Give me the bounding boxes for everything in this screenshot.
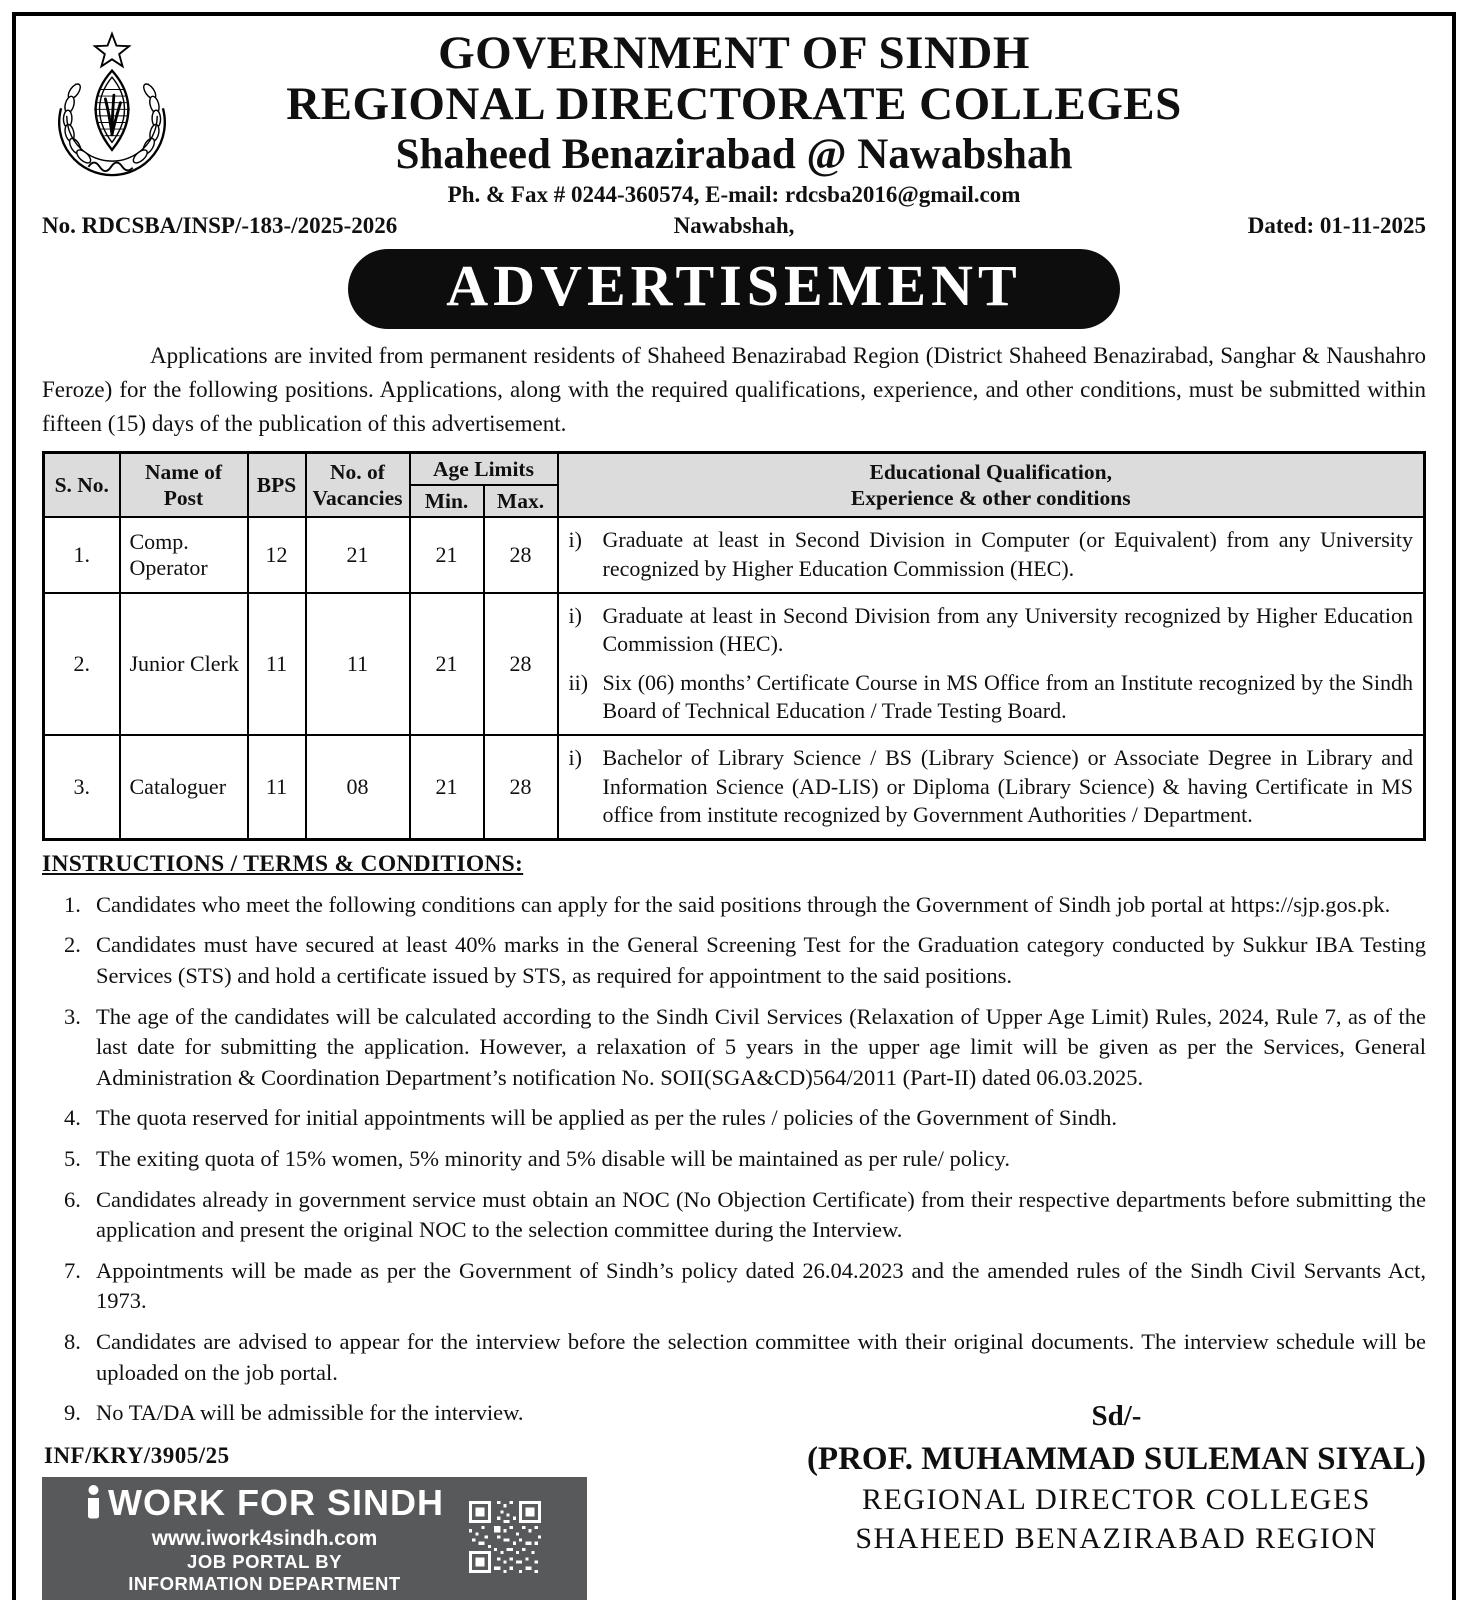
cell-age-max: 28	[484, 593, 558, 735]
inf-number: INF/KRY/3905/25	[44, 1442, 230, 1468]
item-number: 5.	[64, 1145, 81, 1171]
qualification-item-text: Bachelor of Library Science / BS (Library Science) or Associate Degree in Library and Information Science (AD-LIS) or Diploma (Library Science) & having Certificate in MS office from institute recognized by Government Authorities / Department.	[602, 745, 1413, 828]
qualification-item-label: ii)	[568, 669, 589, 695]
cell-post: Cataloguer	[120, 735, 248, 839]
positions-table	[42, 451, 1426, 841]
list-item	[42, 1327, 1426, 1388]
col-header-vacancies-line2: Vacancies	[312, 486, 403, 511]
qualification-item-label: i)	[568, 527, 582, 553]
item-number: 3.	[64, 1003, 81, 1029]
qualification-item	[569, 602, 1414, 659]
portal-brand	[85, 1481, 444, 1525]
qualification-item-text: Graduate at least in Second Division in Computer (or Equivalent) from any University recognized by Higher Education Commission (HEC).	[602, 527, 1413, 582]
item-text: Candidates are advised to appear for the interview before the selection committee with their original documents. The interview schedule will be uploaded on the job portal.	[96, 1328, 1426, 1385]
cell-age-max: 28	[484, 735, 558, 839]
cell-age-min: 21	[410, 517, 484, 592]
list-item	[42, 1398, 807, 1429]
portal-text-block	[85, 1481, 444, 1595]
list-item	[42, 1256, 1426, 1317]
portal-brand-text: WORK FOR SINDH	[108, 1481, 444, 1523]
cell-post: Junior Clerk	[120, 593, 248, 735]
qualification-item	[569, 526, 1414, 583]
qualification-item	[569, 744, 1414, 830]
cell-bps: 11	[248, 735, 306, 839]
org-title-line2: REGIONAL DIRECTORATE COLLEGES	[286, 77, 1182, 130]
instructions-heading: INSTRUCTIONS / TERMS & CONDITIONS:	[42, 850, 524, 877]
signature-name: (PROF. MUHAMMAD SULEMAN SIYAL)	[806, 1441, 1426, 1478]
col-header-qualification-line1: Educational Qualification,	[869, 460, 1112, 485]
item-text: Appointments will be made as per the Government of Sindh’s policy dated 26.04.2023 and the amended rules of the Sindh Civil Servants Act, 1973.	[96, 1257, 1426, 1314]
col-header-sno: S. No.	[44, 453, 120, 518]
item-text: No TA/DA will be admissible for the interview.	[96, 1400, 524, 1426]
header	[42, 28, 1426, 239]
item-text: The quota reserved for initial appointments will be applied as per the rules / policies of the Government of Sindh.	[96, 1105, 1117, 1131]
signature-sd: Sd/-	[1091, 1400, 1142, 1433]
portal-line1: JOB PORTAL BY	[187, 1550, 342, 1572]
item-text: The exiting quota of 15% women, 5% minority and 5% disable will be maintained as per rule/ policy.	[96, 1145, 1010, 1171]
advertisement-banner: ADVERTISEMENT	[348, 249, 1120, 329]
signature-title-2: SHAHEED BENAZIRABAD REGION	[855, 1522, 1378, 1556]
cell-post: Comp. Operator	[120, 517, 248, 592]
cell-sno: 2.	[44, 593, 120, 735]
cell-age-max: 28	[484, 517, 558, 592]
contact-line: Ph. & Fax # 0244-360574, E-mail: rdcsba2016@gmail.com	[447, 181, 1021, 207]
qualification-item-text: Graduate at least in Second Division from any University recognized by Higher Education Commission (HEC).	[602, 602, 1413, 657]
iworkforsindh-portal-box	[42, 1477, 587, 1600]
col-header-qualification	[558, 453, 1425, 518]
qualification-item-label: i)	[568, 745, 582, 771]
list-item	[42, 1002, 1426, 1094]
signature-title-1: REGIONAL DIRECTOR COLLEGES	[861, 1483, 1371, 1517]
org-title-line3: Shaheed Benazirabad @ Nawabshah	[395, 130, 1073, 178]
list-item	[42, 930, 1426, 991]
qr-code-icon	[466, 1498, 544, 1581]
org-title-line1: GOVERNMENT OF SINDH	[438, 27, 1030, 79]
qualification-item-text: Six (06) months’ Certificate Course in MS Office from an Institute recognized by the Sindh Board of Technical Education / Trade Testing Board.	[602, 669, 1413, 724]
cell-sno: 3.	[44, 735, 120, 839]
list-item	[42, 1144, 1426, 1175]
cell-vacancies: 11	[306, 593, 410, 735]
item-number: 7.	[64, 1257, 81, 1283]
item-number: 6.	[64, 1186, 81, 1212]
reference-row	[42, 213, 1426, 239]
footer	[42, 1398, 1426, 1600]
portal-url: www.iwork4sindh.com	[151, 1526, 378, 1550]
item-number: 9.	[64, 1400, 81, 1426]
table-row	[44, 517, 1425, 592]
sindh-government-emblem-icon	[46, 28, 178, 205]
col-header-age-max: Max.	[484, 485, 558, 517]
footer-left	[42, 1398, 807, 1600]
cell-age-min: 21	[410, 735, 484, 839]
list-item	[42, 1185, 1426, 1246]
date-label: Dated: 01-11-2025	[1247, 212, 1426, 238]
col-header-post: Name of Post	[120, 453, 248, 518]
qualification-item-label: i)	[568, 602, 582, 628]
cell-qualification	[558, 517, 1425, 592]
person-i-icon	[85, 1485, 102, 1525]
list-item	[42, 890, 1426, 921]
item-number: 4.	[64, 1105, 81, 1131]
advertisement-page	[12, 12, 1456, 1600]
item-text: The age of the candidates will be calculated according to the Sindh Civil Services (Relaxation of Upper Age Limit) Rules, 2024, Rule 7, as of the last date for submitting the application. However, a relaxation of 5 years in the upper age limit will be given as per the Services, General Administration & Coordination Department’s notification No. SOII(SGA&CD)564/2011 (Part-II) dated 06.03.2025.	[96, 1003, 1426, 1090]
intro-paragraph: Applications are invited from permanent residents of Shaheed Benazirabad Region (District Shaheed Benazirabad, Sanghar & Naushahro Feroze) for the following positions. Applications, along with the required qualifications, experience, and other conditions, must be submitted within fifteen (15) days of the publication of this advertisement.	[42, 342, 1426, 436]
cell-vacancies: 21	[306, 517, 410, 592]
portal-line2: INFORMATION DEPARTMENT	[128, 1572, 401, 1594]
cell-bps: 11	[248, 593, 306, 735]
instructions-list	[42, 890, 1426, 1388]
item-text: Candidates already in government service must obtain an NOC (No Objection Certificate) from their respective departments before submitting the application and present the original NOC to the selection committee during the Interview.	[96, 1186, 1426, 1243]
cell-vacancies: 08	[306, 735, 410, 839]
list-item	[42, 1103, 1426, 1134]
item-text: Candidates who meet the following conditions can apply for the said positions through the Government of Sindh job portal at https://sjp.gos.pk.	[96, 891, 1391, 917]
col-header-age-min: Min.	[410, 485, 484, 517]
item-number: 1.	[64, 891, 81, 917]
item-text: Candidates must have secured at least 40% marks in the General Screening Test for the Graduation category conducted by Sukkur IBA Testing Services (STS) and hold a certificate issued by STS, as required for appointment to the said positions.	[96, 932, 1426, 988]
col-header-qualification-line2: Experience & other conditions	[850, 486, 1131, 511]
cell-sno: 1.	[44, 517, 120, 592]
qualification-item	[569, 669, 1414, 726]
cell-bps: 12	[248, 517, 306, 592]
item-number: 8.	[64, 1328, 81, 1354]
col-header-vacancies-line1: No. of	[330, 460, 385, 485]
signature-block	[807, 1398, 1426, 1600]
table-row	[44, 593, 1425, 735]
col-header-vacancies	[306, 453, 410, 518]
reference-number: No. RDCSBA/INSP/-183-/2025-2026	[42, 212, 398, 238]
item-number: 2.	[64, 932, 81, 958]
city-label: Nawabshah,	[673, 212, 795, 238]
col-header-age-limits: Age Limits	[410, 453, 558, 486]
table-row	[44, 735, 1425, 839]
cell-qualification	[558, 593, 1425, 735]
col-header-bps: BPS	[248, 453, 306, 518]
cell-age-min: 21	[410, 593, 484, 735]
cell-qualification	[558, 735, 1425, 839]
